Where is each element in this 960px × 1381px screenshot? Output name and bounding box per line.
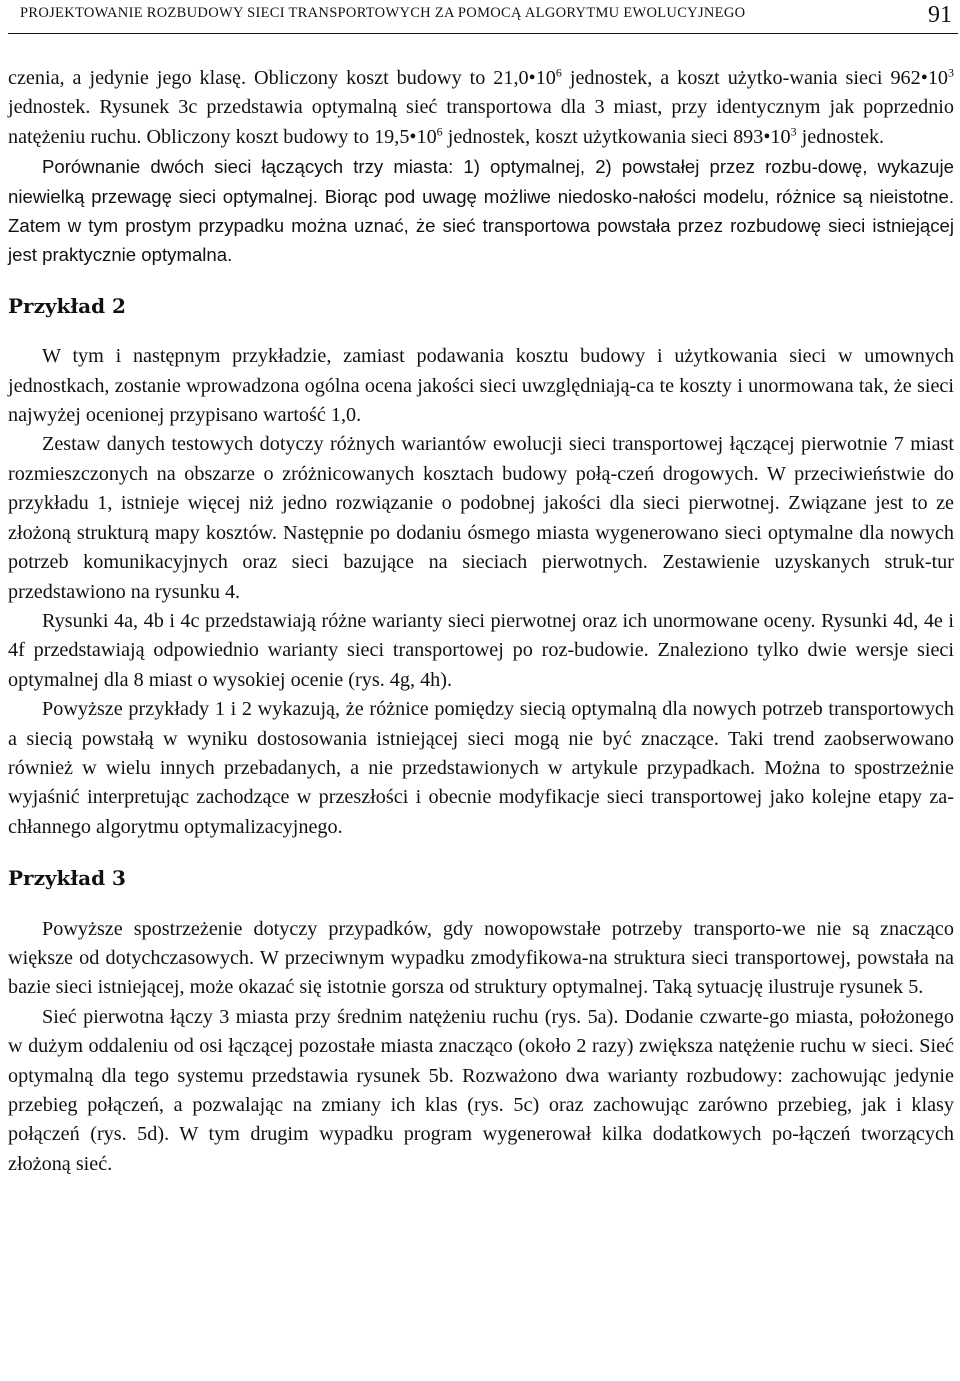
example-2-paragraph: Powyższe przykłady 1 i 2 wykazują, że różnice pomiędzy siecią optymalną dla nowych potrzeb transportowych a siecią powstałą w wyniku dostosowania istniejącej sieci mogą nie być znaczące. Taki trend zaobserwowano również w wielu innych przebadanych, a nie przedstawionych w artykule przypadkach. Można to spostrzeżnie wyjaśnić interpretując zachodzące w przeszłości i obecnie modyfikacje sieci transportowej jako kolejne etapy za-chłannego algorytmu optymalizacyjnego. <box>8 698 954 838</box>
example-3-paragraph: Powyższe spostrzeżenie dotyczy przypadków, gdy nowopowstałe potrzeby transporto-we nie są znacząco większe od dotychczasowych. W przeciwnym wypadku zmodyfikowa-na struktura sieci transportowej, powstała na bazie sieci istniejącej, może okazać się istotnie gorsza od struktury optymalnej. Taką sytuację ilustruje rysunek 5. <box>8 917 954 999</box>
example-3-heading: Przykład 3 <box>8 866 126 891</box>
example-3-paragraph: Sieć pierwotna łączy 3 miasta przy średnim natężeniu ruchu (rys. 5a). Dodanie czwarte-go miasta, położonego w dużym oddaleniu od osi łączącej pozostałe miasta znacząco (około 2 razy) zwiększa natężenie ruchu w sieci. Sieć optymalną dla tego systemu przedstawia rysunek 5b. Rozważono dwa warianty rozbudowy: zachowując jedynie przebieg połączeń, a pozwalając na zmiany ich klas (rys. 5c) oraz zachowując zarówno przebieg, jak i klasy połączeń (rys. 5d). W tym drugim wypadku program wygenerował kilka dodatkowych po-łączeń tworzących złożoną sieć. <box>8 1005 954 1175</box>
example-2-paragraph: W tym i następnym przykładzie, zamiast podawania kosztu budowy i użytkowania sieci w umownych jednostkach, zostanie wprowadzona ogólna ocena jakości sieci uwzględniają-ca te koszty i unormowana tak, że sieci najwyżej ocenionej przypisano wartość 1,0. <box>8 345 954 427</box>
intro-paragraph-1: czenia, a jedynie jego klasę. Obliczony koszt budowy to $21,0•10^6$ jednostek, a koszt użytko-wania sieci $962•10^3$ jednostek. Rysunek 3c przedstawia optymalną sieć transportowa dla 3 miast, przy identycznym jak poprzednio natężeniu ruchu. Obliczony koszt budowy to $19,5•10^6$ jednostek, koszt użytkowania sieci $893•10^3$ jednostek. <box>8 65 955 148</box>
intro-paragraph-2: Porównanie dwóch sieci łączących trzy miasta: 1) optymalnej, 2) powstałej przez rozbu-dowę, wykazuje niewielką przewagę sieci optymalnej. Biorąc pod uwagę możliwe niedosko-nałości modelu, różnice są nieistotne. Zatem w tym prostym przypadku można uznać, że sieć transportowa powstała przez rozbudowę sieci istniejącej jest praktycznie optymalna. <box>8 156 954 266</box>
body-text <box>8 64 954 1179</box>
header-rule <box>8 33 958 34</box>
example-2-heading: Przykład 2 <box>8 293 126 318</box>
running-title: PROJEKTOWANIE ROZBUDOWY SIECI TRANSPORTOWYCH ZA POMOCĄ ALGORYTMU EWOLUCYJNEGO <box>20 5 746 21</box>
example-2-paragraph: Rysunki 4a, 4b i 4c przedstawiają różne warianty sieci pierwotnej oraz ich unormowane oceny. Rysunki 4d, 4e i 4f przedstawiają odpowiednio warianty sieci transportowej po roz-budowie. Znaleziono tylko dwie wersje sieci optymalnej dla 8 miast o wysokiej ocenie (rys. 4g, 4h). <box>8 609 954 691</box>
page-number: 91 <box>928 2 952 28</box>
example-2-paragraph: Zestaw danych testowych dotyczy różnych wariantów ewolucji sieci transportowej łączącej pierwotnie 7 miast rozmieszczonych na obszarze o zróżnicowanych kosztach budowy połą-czeń drogowych. W przeciwieństwie do przykładu 1, istnieje więcej niż jedno rozwiązanie o podobnej jakości dla sieci pierwotnej. Związane jest to ze złożoną strukturą mapy kosztów. Następnie po dodaniu ósmego miasta wygenerowano sieci optymalne dla nowych potrzeb komunikacyjnych oraz sieci bazujące na sieciach pierwotnych. Zestawienie uzyskanych struk-tur przedstawiono na rysunku 4. <box>8 433 954 603</box>
running-header <box>8 0 958 34</box>
